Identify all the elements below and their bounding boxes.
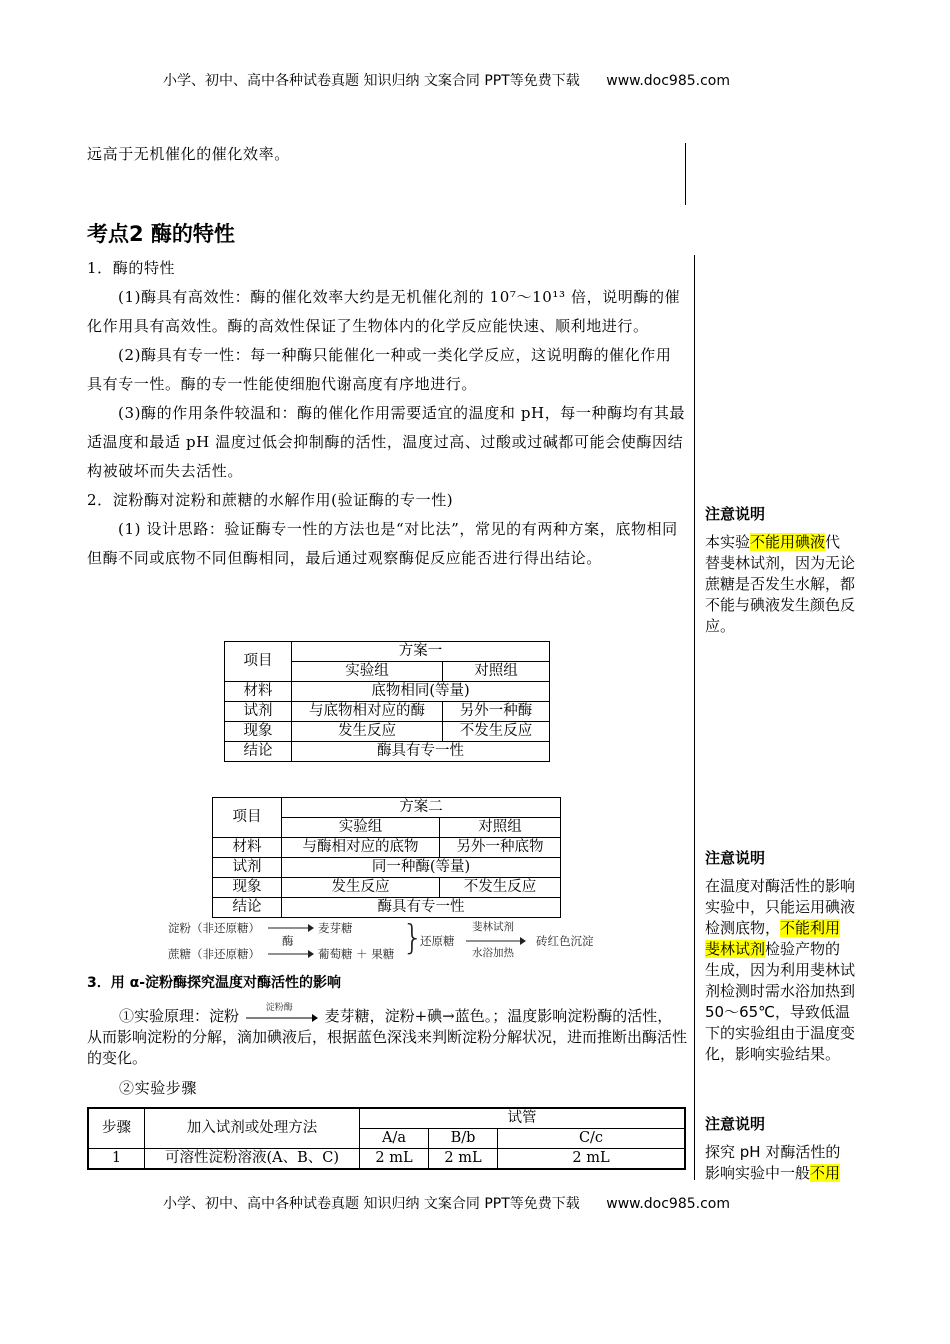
- t1-h-item: 项目: [225, 642, 292, 682]
- s2-p1: (1) 设计思路：验证酶专一性的方法也是“对比法”，常见的有两种方案，底物相同但酶不同或底物不同但酶相同，最后通过观察酶促反应能否进行得出结论。: [87, 520, 678, 567]
- t1-r1-label: 材料: [225, 682, 292, 702]
- t3-h-method: 加入试剂或处理方法: [145, 1108, 360, 1149]
- brace-icon: }: [402, 918, 424, 958]
- t2-r3-ctrl: 不发生反应: [440, 878, 561, 898]
- note-3-title: 注意说明: [705, 1115, 766, 1133]
- note-1-pre: 本实验: [705, 533, 751, 551]
- diagram-heat: 水浴加热: [472, 947, 514, 959]
- note-2-pre: 在温度对酶活性的影响实验中，只能运用碘液检测底物，: [705, 877, 856, 937]
- t1-r2-label: 试剂: [225, 702, 292, 722]
- t2-h-item: 项目: [213, 798, 282, 838]
- steps-table: [87, 1107, 686, 1170]
- diagram-enzyme: 酶: [282, 934, 294, 948]
- diagram-reagent: 斐林试剂: [472, 921, 514, 933]
- s1-p2: (2)酶具有专一性：每一种酶只能催化一种或一类化学反应，这说明酶的催化作用具有专一性。酶的专一性能使细胞代谢高度有序地进行。: [87, 346, 672, 393]
- s1-heading: 1．酶的特性: [87, 259, 176, 277]
- diagram-starch: 淀粉（非还原糖）: [168, 921, 260, 935]
- diagram-result: 砖红色沉淀: [536, 934, 594, 948]
- s3-p2: ②实验步骤: [119, 1079, 198, 1097]
- t1-h-exp: 实验组: [292, 662, 443, 682]
- diagram-maltose: 麦芽糖: [318, 921, 353, 935]
- note-1-title: 注意说明: [705, 505, 766, 523]
- footer-url[interactable]: www.doc985.com: [606, 1196, 730, 1212]
- note-1-highlight: 不能用碘液: [750, 533, 826, 551]
- t2-h-exp: 实验组: [282, 818, 440, 838]
- page-header: [163, 70, 730, 90]
- s2-heading: 2．淀粉酶对淀粉和蔗糖的水解作用(验证酶的专一性): [87, 491, 454, 509]
- t3-h-tube: 试管: [360, 1108, 686, 1129]
- s3-p1a: ①实验原理：淀粉: [119, 1007, 240, 1025]
- t2-h-ctrl: 对照组: [440, 818, 561, 838]
- s3-principle: [87, 1003, 688, 1069]
- t3-h-step: 步骤: [88, 1108, 145, 1149]
- t1-r1-val: 底物相同(等量): [292, 682, 550, 702]
- t1-r3-exp: 发生反应: [292, 722, 443, 742]
- s1-p3: (3)酶的作用条件较温和：酶的催化作用需要适宜的温度和 pH，每一种酶均有其最适温度和最适 pH 温度过低会抑制酶的活性，温度过高、过酸或过碱都可能会使酶因结构被破坏而失去活性。: [87, 404, 686, 480]
- s3-p1b: 麦芽糖，淀粉+碘→蓝色。；温度影响淀粉酶的活性，从而影响淀粉的分解，滴加碘液后，根据蓝色深浅来判断淀粉分解状况，进而推断出酶活性的变化。: [87, 1007, 688, 1067]
- t2-r1-label: 材料: [213, 838, 282, 858]
- t1-r3-label: 现象: [225, 722, 292, 742]
- t1-r2-ctrl: 另外一种酶: [443, 702, 550, 722]
- t3-r1-method: 可溶性淀粉溶液(A、B、C): [145, 1149, 360, 1170]
- note-2-post: 检验产物的生成，因为利用斐林试剂检测时需水浴加热到 50～65℃，导致低温下的实验组由于温度变化，影响实验结果。: [705, 940, 856, 1063]
- footer-text: 小学、初中、高中各种试卷真题 知识归纳 文案合同 PPT等免费下载: [163, 1196, 580, 1212]
- note-1-post: 代替斐林试剂，因为无论蔗糖是否发生水解，都不能与碘液发生颜色反应。: [705, 533, 856, 635]
- t3-r1-c: 2 mL: [498, 1149, 686, 1170]
- page-footer: [163, 1193, 730, 1213]
- arrow-label: 淀粉酶: [265, 1003, 293, 1013]
- arrow-icon: [268, 949, 314, 959]
- enzyme-arrow: [244, 1003, 320, 1024]
- t3-h-a: A/a: [360, 1129, 429, 1149]
- t2-r1-ctrl: 另外一种底物: [440, 838, 561, 858]
- t2-r4-label: 结论: [213, 898, 282, 918]
- reaction-diagram: [168, 914, 608, 966]
- t2-r3-label: 现象: [213, 878, 282, 898]
- t1-h-ctrl: 对照组: [443, 662, 550, 682]
- intro-line: 远高于无机催化的催化效率。: [87, 145, 290, 163]
- t3-h-b: B/b: [429, 1129, 498, 1149]
- t3-r1-a: 2 mL: [360, 1149, 429, 1170]
- t2-r2-val: 同一种酶(等量): [282, 858, 561, 878]
- t2-r1-exp: 与酶相对应的底物: [282, 838, 440, 858]
- t2-r4-val: 酶具有专一性: [282, 898, 561, 918]
- note-1: [705, 504, 855, 637]
- section-title: 考点2 酶的特性: [87, 222, 235, 246]
- column-divider-top: [685, 143, 686, 205]
- t1-h-plan: 方案一: [292, 642, 550, 662]
- t3-r1-step: 1: [88, 1149, 145, 1170]
- note-3-pre: 探究 pH 对酶活性的影响实验中一般: [705, 1143, 841, 1182]
- diagram-reducing-sugar: 还原糖: [420, 934, 455, 948]
- t2-r3-exp: 发生反应: [282, 878, 440, 898]
- note-3: [705, 1114, 855, 1184]
- note-2: [705, 848, 855, 1065]
- t1-r2-exp: 与底物相对应的酶: [292, 702, 443, 722]
- t1-r4-label: 结论: [225, 742, 292, 762]
- plan-two-table: [212, 797, 561, 918]
- diagram-glucose-fructose: 葡萄糖 ＋ 果糖: [318, 947, 395, 961]
- s1-p1: (1)酶具有高效性：酶的催化效率大约是无机催化剂的 10⁷～10¹³ 倍，说明酶的催化作用具有高效性。酶的高效性保证了生物体内的化学反应能快速、顺利地进行。: [87, 288, 681, 335]
- t2-r2-label: 试剂: [213, 858, 282, 878]
- note-2-highlight: 不能利用斐林试剂: [705, 919, 841, 958]
- t2-h-plan: 方案二: [282, 798, 561, 818]
- t3-h-c: C/c: [498, 1129, 686, 1149]
- plan-one-table: [224, 641, 550, 762]
- note-3-highlight: 不用: [810, 1164, 841, 1182]
- t1-r4-val: 酶具有专一性: [292, 742, 550, 762]
- diagram-sucrose: 蔗糖（非还原糖）: [168, 947, 260, 961]
- header-url[interactable]: www.doc985.com: [606, 73, 730, 89]
- main-column: [87, 254, 687, 573]
- s3-heading: 3．用 α-淀粉酶探究温度对酶活性的影响: [87, 975, 342, 991]
- t1-r3-ctrl: 不发生反应: [443, 722, 550, 742]
- arrow-icon: [268, 923, 314, 933]
- arrow-icon: [246, 1013, 318, 1023]
- note-2-title: 注意说明: [705, 849, 766, 867]
- column-divider: [694, 255, 695, 1180]
- header-text: 小学、初中、高中各种试卷真题 知识归纳 文案合同 PPT等免费下载: [163, 73, 580, 89]
- t3-r1-b: 2 mL: [429, 1149, 498, 1170]
